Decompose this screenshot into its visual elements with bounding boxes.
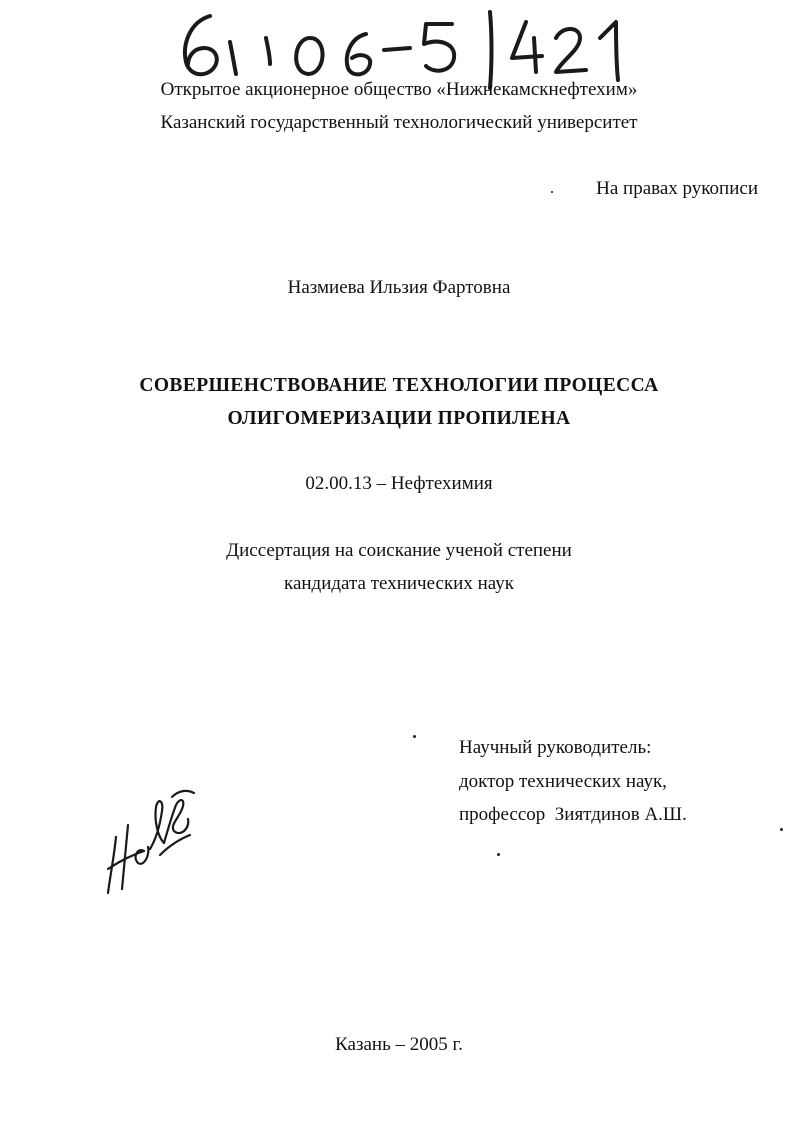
scan-speck bbox=[551, 191, 553, 193]
specialty-code: 02.00.13 – Нефтехимия bbox=[305, 473, 493, 494]
handwritten-signature bbox=[100, 785, 200, 900]
degree-line-1: Диссертация на соискание ученой степени bbox=[226, 540, 572, 561]
scan-speck bbox=[497, 853, 500, 856]
organization-line-1: Открытое акционерное общество «Нижнекамскнефтехим» bbox=[160, 79, 638, 100]
degree-line-2: кандидата технических наук bbox=[284, 573, 514, 594]
supervisor-label: Научный руководитель: bbox=[459, 737, 652, 758]
supervisor-degree: доктор технических наук, bbox=[459, 771, 667, 792]
catalog-number-text: 61:06-5/421 bbox=[170, 8, 175, 9]
place-and-year: Казань – 2005 г. bbox=[335, 1034, 463, 1055]
scan-speck bbox=[413, 735, 416, 738]
thesis-title-line-1: СОВЕРШЕНСТВОВАНИЕ ТЕХНОЛОГИИ ПРОЦЕССА bbox=[139, 375, 659, 396]
thesis-title-line-2: ОЛИГОМЕРИЗАЦИИ ПРОПИЛЕНА bbox=[227, 408, 571, 429]
supervisor-name: профессор Зиятдинов А.Ш. bbox=[459, 804, 687, 825]
rights-note: На правах рукописи bbox=[596, 178, 758, 199]
organization-line-2: Казанский государственный технологический университет bbox=[160, 112, 638, 133]
scan-speck bbox=[780, 828, 783, 831]
author-name: Назмиева Ильзия Фартовна bbox=[287, 277, 511, 298]
